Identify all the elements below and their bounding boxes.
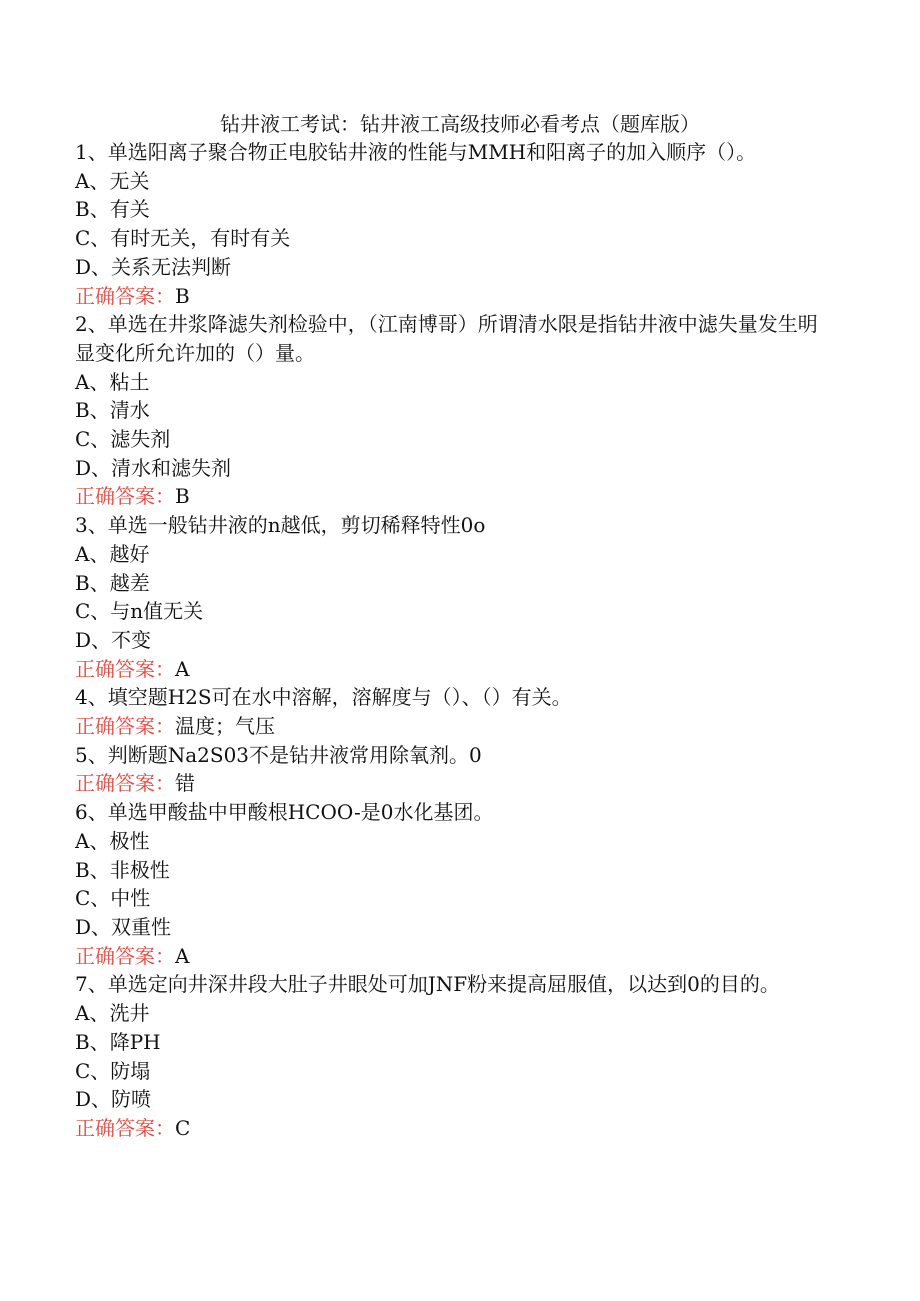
question-block [75,310,835,511]
question-option: D、关系无法判断 [75,254,232,279]
question-text: 3、单选一般钻井液的n越低，剪切稀释特性0o [75,513,486,538]
answer-label: 正确答案： [75,283,175,308]
question-option: C、防塌 [75,1058,151,1083]
question-option: A、越好 [75,541,150,566]
answer-value: 错 [175,771,195,796]
question-block [75,970,835,1142]
answer-line [75,712,835,741]
answer-value: B [175,484,190,509]
question-option: D、双重性 [75,914,172,939]
answer-value: C [175,1115,191,1140]
answer-line [75,769,835,798]
question-text: 7、单选定向井深井段大肚子井眼处可加JNF粉来提高屈服值，以达到0的目的。 [75,972,780,997]
question-option: C、有时无关，有时有关 [75,226,291,251]
question-option: A、无关 [75,168,150,193]
answer-label: 正确答案： [75,1115,175,1140]
answer-line [75,1114,835,1143]
answer-value: A [175,943,190,968]
answer-label: 正确答案： [75,943,175,968]
answer-label: 正确答案： [75,656,175,681]
question-option: B、降PH [75,1029,161,1054]
question-option: B、越差 [75,570,150,595]
document-title: 钻井液工考试：钻井液工高级技师必看考点（题库版） [220,112,700,136]
answer-line [75,482,835,511]
answer-line [75,942,835,971]
question-option: A、洗井 [75,1001,150,1026]
question-text: 4、填空题H2S可在水中溶解，溶解度与（）、（）有关。 [75,685,572,710]
question-option: C、与n值无关 [75,599,204,624]
question-option: C、滤失剂 [75,427,171,452]
question-text: 6、单选甲酸盐中甲酸根HCOO-是0水化基团。 [75,800,494,825]
question-block [75,798,835,970]
answer-value: 温度；气压 [175,714,275,739]
answer-label: 正确答案： [75,714,175,739]
answer-label: 正确答案： [75,771,175,796]
answer-line [75,282,835,311]
question-text: 2、单选在井浆降滤失剂检验中，（江南博哥）所谓清水限是指钻井液中滤失量发生明显变化所允许加的（）量。 [75,312,818,365]
question-text: 1、单选阳离子聚合物正电胶钻井液的性能与MMH和阳离子的加入顺序（）。 [75,140,757,164]
question-option: A、极性 [75,828,150,853]
answer-label: 正确答案： [75,484,175,509]
question-option: C、中性 [75,886,151,911]
answer-value: B [175,283,190,308]
answer-value: A [175,656,190,681]
question-block [75,683,835,740]
question-option: D、清水和滤失剂 [75,455,232,480]
answer-line [75,655,835,684]
question-block [75,138,835,310]
question-option: D、不变 [75,627,152,652]
question-option: D、防喷 [75,1087,152,1112]
question-text: 5、判断题Na2S03不是钻井液常用除氧剂。0 [75,742,482,767]
question-block [75,511,835,683]
question-block [75,741,835,798]
question-option: A、粘土 [75,369,150,394]
question-option: B、有关 [75,197,150,222]
question-list [75,138,835,1143]
question-option: B、清水 [75,398,150,423]
question-option: B、非极性 [75,857,170,882]
